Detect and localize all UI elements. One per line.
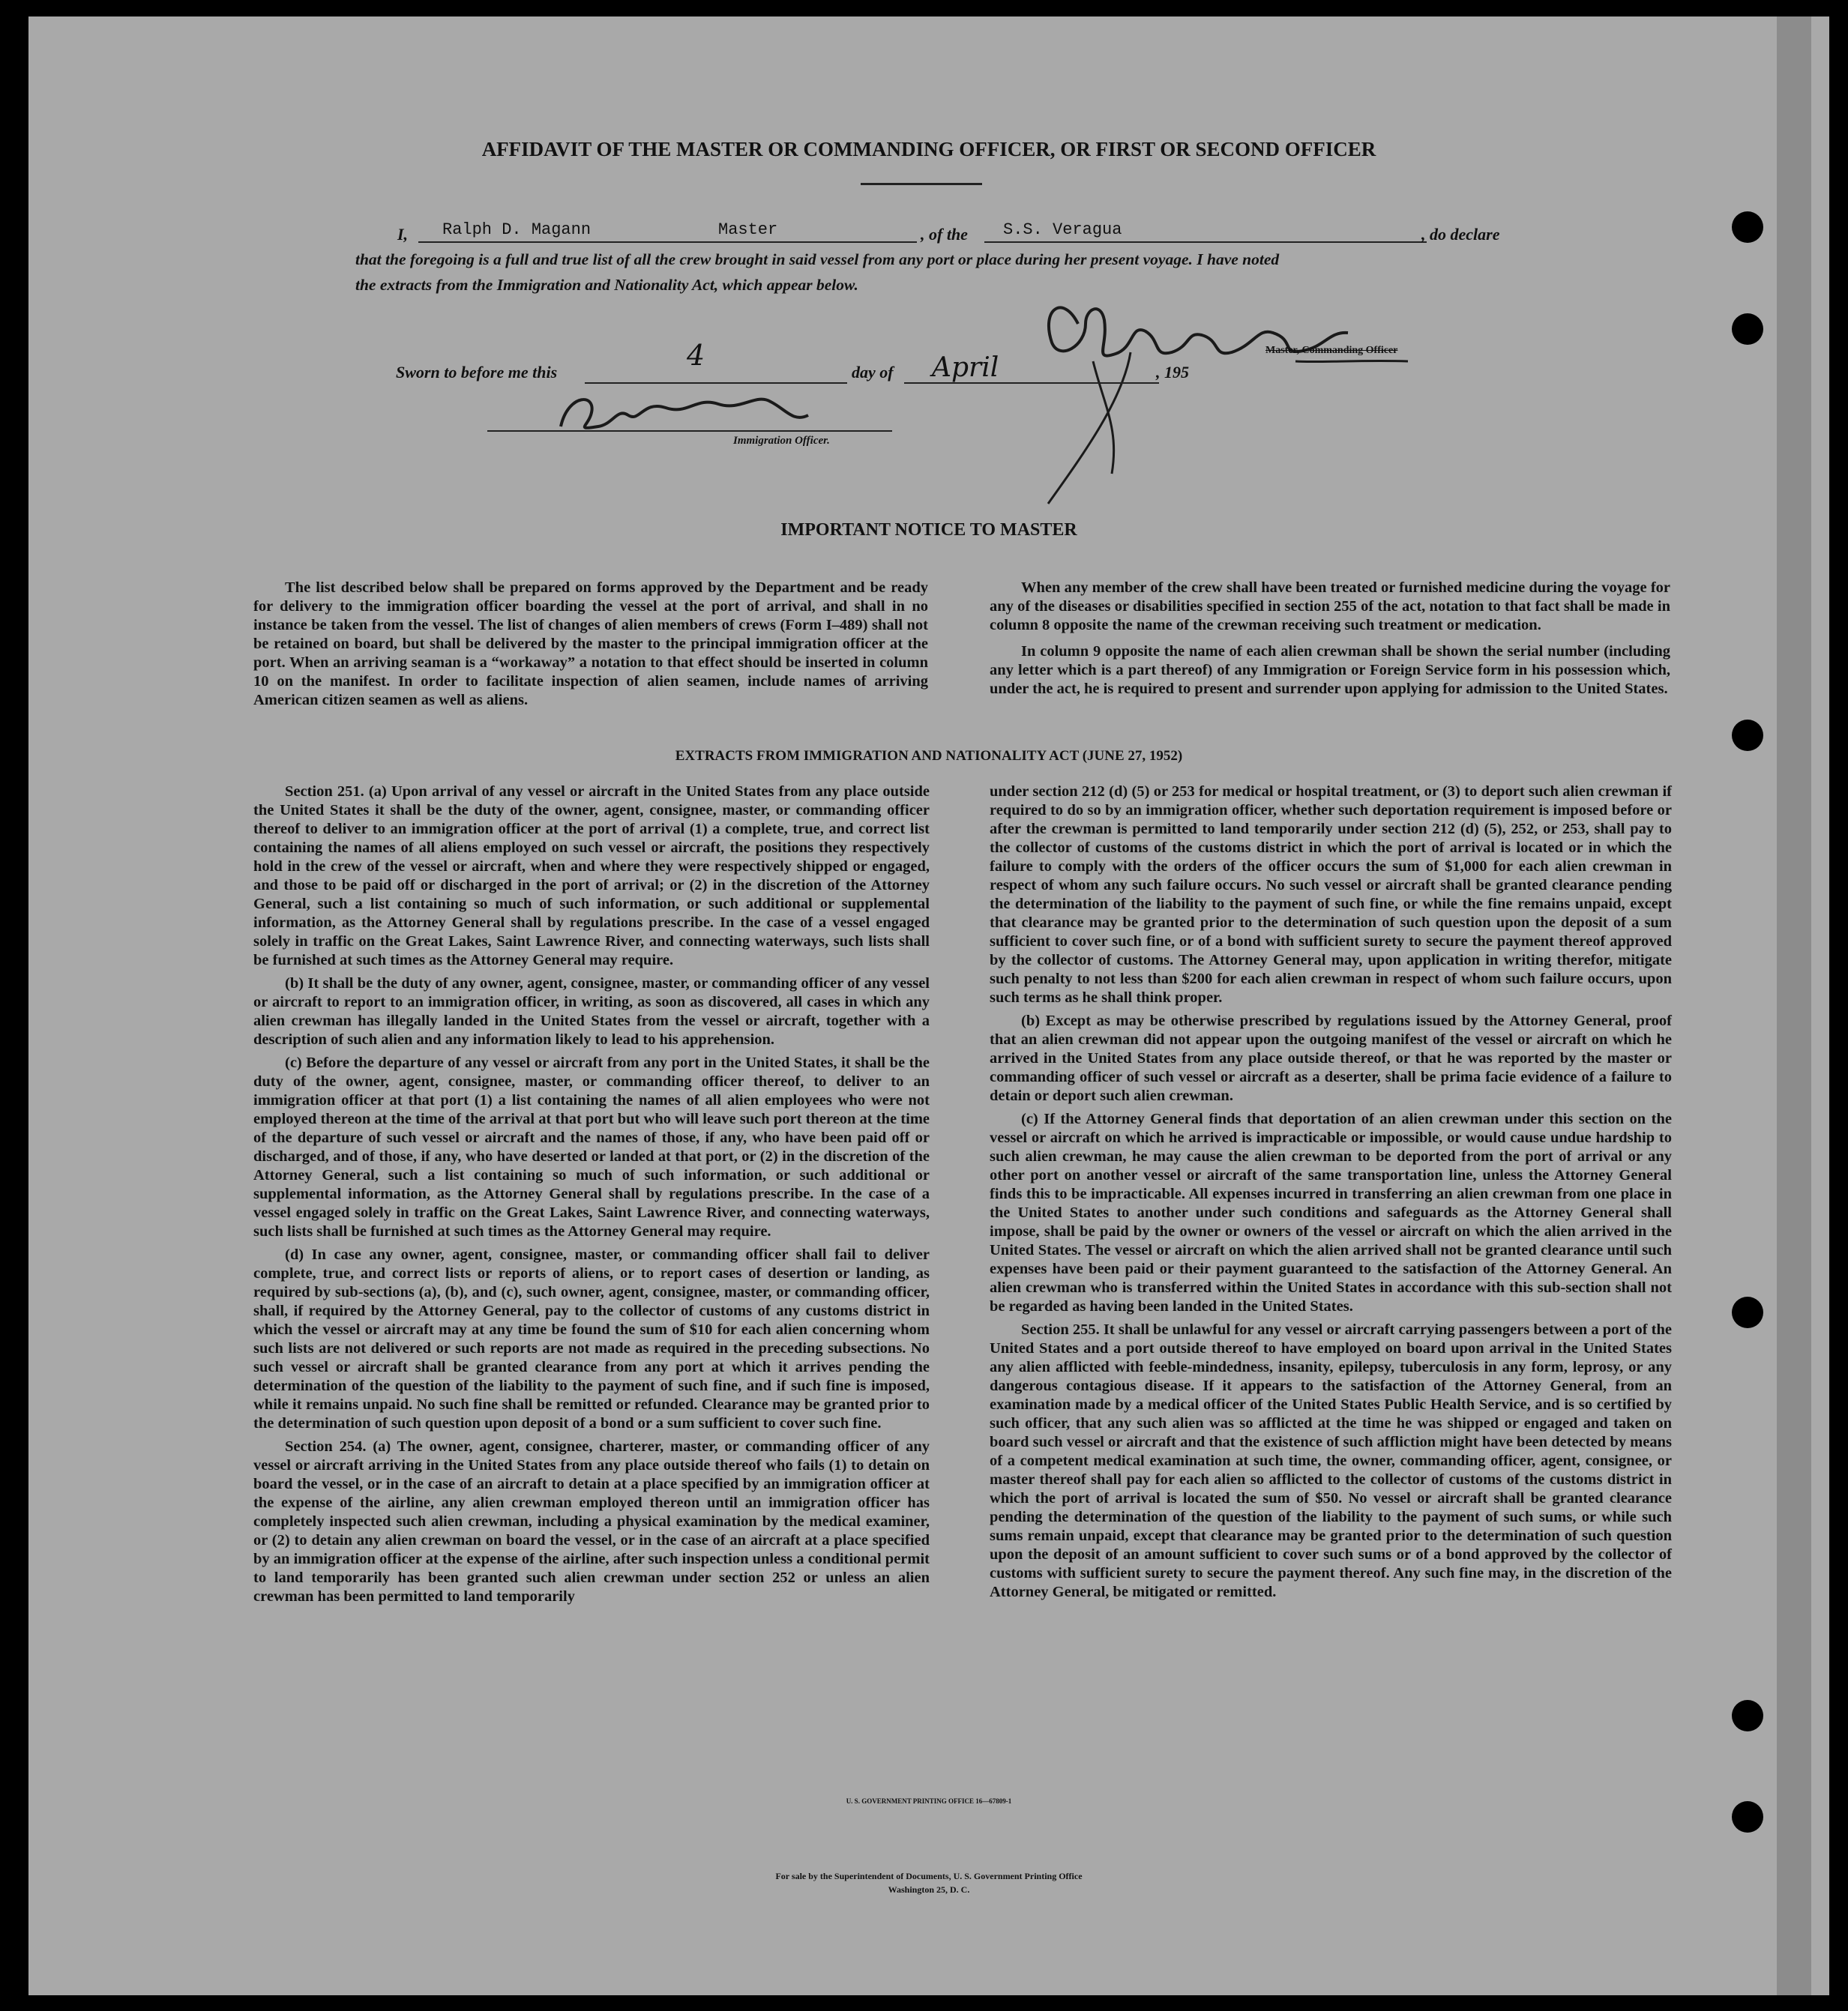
i-label: I, — [397, 225, 409, 244]
sworn-label: Sworn to before me this — [396, 363, 558, 382]
binder-hole-4 — [1732, 1297, 1763, 1328]
notice-right-paragraph-2: In column 9 opposite the name of each alien crewman shall be shown the serial number (including any letter which is a part thereof) of any Immigration or Foreign Service form in his possession which, under the act, he is required to present and surrender upon applying for admission to the United States. — [990, 643, 1670, 697]
vessel-line — [984, 241, 1427, 243]
declaration-line-1: that the foregoing is a full and true list of all the crew brought in said vessel from any port or place during her present voyage. I have noted — [355, 250, 1280, 268]
month-value: April — [932, 352, 999, 383]
name-line — [418, 241, 917, 243]
extracts-left-column — [253, 783, 930, 1611]
of-the-label: , of the — [921, 225, 968, 244]
section-254-a-cont: under section 212 (d) (5) or 253 for medical or hospital treatment, or (3) to deport such alien crewman if required to do so by an immigration officer, whether such deportation requirement is imposed before or after the crewman is permitted to land temporarily under section 212 (d) (5), 252, or 253, shall pay to the collector of customs of the customs district in which the port of arrival is located or in which the failure to comply with the orders of the officer occurs the sum of $1,000 for each alien crewman in respect of whom any such failure occurs. No such vessel or aircraft shall be granted clearance pending the determination of the liability to the payment of such fine, or while the fine remains unpaid, except that clearance may be granted prior to the determination of such question upon the deposit of a sum sufficient to cover such fine, or of a bond with sufficient surety to secure the payment thereof approved by the collector of customs. The Attorney General may, upon application in writing therefor, mitigate such penalty to not less than $200 for each alien crewman in respect of whom such failure occurs, upon such terms as he shall think proper. — [990, 783, 1672, 1006]
officer-line — [487, 430, 892, 432]
day-of-label: day of — [852, 363, 894, 382]
affidavit-page — [28, 16, 1829, 1995]
section-255: Section 255. It shall be unlawful for any vessel or aircraft carrying passengers between a port of the United States and a port outside thereof to have employed on board upon arrival in the United States any alien afflicted with feeble-mindedness, insanity, epilepsy, tuberculosis in any form, leprosy, or any dangerous contagious disease. If it appears to the satisfaction of the Attorney General, from an examination made by a medical officer of the United States Public Health Service, and is so certified by such officer, that any such alien was so afflicted at the time he was shipped or engaged and taken on board such vessel or aircraft and that the existence of such affliction might have been detected by means of a competent medical examination at such time, the owner, commanding officer, agent, consignee, or master thereof shall pay for each alien so afflicted to the collector of customs of the customs district in which the port of arrival is located the sum of $50. No vessel or aircraft shall be granted clearance pending the determination of the question of the liability to the payment of such sums, or while such sums remain unpaid, except that clearance may be granted prior to the determination of such question upon the deposit of an amount sufficient to cover such sums or of a bond approved by the collector of customs with sufficient surety to secure the payment thereof. Any such fine may, in the discretion of the Attorney General, be mitigated or remitted. — [990, 1321, 1672, 1600]
notice-left-paragraph: The list described below shall be prepared on forms approved by the Department and be ready for delivery to the immigration officer boarding the vessel at the port of arrival, and shall in no instance be taken from the vessel. The list of changes of alien members of crews (Form I–489) shall not be retained on board, but shall be delivered by the master to the principal immigration officer at the port. When an arriving seaman is a “workaway” a notation to that effect should be inserted in column 10 on the manifest. In order to facilitate inspection of alien seamen, include names of arriving American citizen seamen as well as aliens. — [253, 579, 928, 708]
sale-line-1: For sale by the Superintendent of Documents, U. S. Government Printing Office — [775, 1871, 1083, 1881]
year-label: , 195 — [1156, 363, 1189, 382]
sale-line-2: Washington 25, D. C. — [888, 1884, 970, 1895]
title-rule — [861, 183, 982, 185]
section-251-a: Section 251. (a) Upon arrival of any vessel or aircraft in the United States from any place outside the United States it shall be the duty of the owner, agent, consignee, master, or commanding officer thereof to deliver to an immigration officer at the port of arrival (1) a complete, true, and correct list containing the names of all aliens employed on such vessel or aircraft, the positions they respectively hold in the crew of the vessel or aircraft, when and where they were respectively shipped or engaged, and those to be paid off or discharged in the port of arrival; or (2) in the discretion of the Attorney General, such a list containing so much of such information, or such additional or supplemental information, as the Attorney General shall by regulations prescribe. In the case of a vessel engaged solely in traffic on the Great Lakes, Saint Lawrence River, and connecting waterways, such lists shall be furnished at such times as the Attorney General may require. — [253, 783, 930, 968]
binder-hole-6 — [1732, 1801, 1763, 1833]
binder-hole-2 — [1732, 313, 1763, 345]
day-value: 4 — [687, 339, 705, 372]
binder-hole-3 — [1732, 720, 1763, 751]
binder-hole-1 — [1732, 211, 1763, 243]
signature-caption: Master, Commanding Officer — [1265, 345, 1398, 356]
printing-office-line: U. S. GOVERNMENT PRINTING OFFICE 16—67809-1 — [846, 1797, 1012, 1805]
affidavit-title: AFFIDAVIT OF THE MASTER OR COMMANDING OFFICER, OR FIRST OR SECOND OFFICER — [481, 138, 1376, 160]
section-254-b: (b) Except as may be otherwise prescribed by regulations issued by the Attorney General, proof that an alien crewman did not appear upon the outgoing manifest of the vessel or aircraft on which he arrived in the United States from any place outside thereof, or that he was reported by the master or commanding officer of such vessel or aircraft as a deserter, shall be prima facie evidence of a failure to detain or deport such alien crewman. — [990, 1013, 1672, 1104]
declare-label: , do declare — [1421, 225, 1500, 244]
section-251-b: (b) It shall be the duty of any owner, agent, consignee, master, or commanding officer of any vessel or aircraft to report to an immigration officer, in writing, as soon as discovered, all cases in which any alien crewman has illegally landed in the United States from the vessel or aircraft, together with a description of such alien and any information likely to lead to his apprehension. — [253, 975, 930, 1048]
declaration-line-2: the extracts from the Immigration and Nationality Act, which appear below. — [355, 276, 858, 294]
notice-right-paragraph-1: When any member of the crew shall have been treated or furnished medicine during the voyage for any of the diseases or disabilities specified in section 255 of the act, notation to that fact shall be made in column 8 opposite the name of the crewman receiving such treatment or medication. — [990, 579, 1670, 633]
notice-title: IMPORTANT NOTICE TO MASTER — [780, 520, 1077, 540]
notice-left-column — [253, 579, 928, 714]
rank-field: Master — [718, 220, 778, 239]
master-signature — [973, 279, 1423, 526]
vessel-field: S.S. Veragua — [1003, 220, 1122, 239]
binder-hole-5 — [1732, 1700, 1763, 1731]
section-251-d: (d) In case any owner, agent, consignee, master, or commanding officer shall fail to deliver complete, true, and correct lists or reports of aliens, or to report cases of desertion or landing, as required by sub-sections (a), (b), and (c), such owner, agent, consignee, master, or commanding officer, shall, if required by the Attorney General, pay to the collector of customs of any customs district in which the vessel or aircraft may at any time be found the sum of $10 for each alien concerning whom such lists are not delivered or such reports are not made as required in the preceding subsections. No such vessel or aircraft shall be granted clearance from any port at which it arrives pending the determination of the question of the liability to the payment of such fine, and if such fine is imposed, while it remains unpaid. No such fine shall be remitted or refunded. Clearance may be granted prior to the determination of such question upon deposit of a bond or a sum sufficient to cover such fine. — [253, 1246, 930, 1432]
immigration-officer-label: Immigration Officer. — [733, 435, 830, 447]
day-line — [585, 382, 847, 384]
section-254-c: (c) If the Attorney General finds that deportation of an alien crewman under this section on the vessel or aircraft on which he arrived is impracticable or impossible, or would cause undue hardship to such alien crewman, he may cause the alien crewman to be deported from the port of arrival or any other port on another vessel or aircraft of the same transportation line, unless the Attorney General finds this to be impracticable. All expenses incurred in transferring an alien crewman from one place in the United States to another under such conditions and safeguards as the Attorney General shall impose, shall be paid by the owner or owners of the vessel or aircraft on which the alien arrived in the United States. The vessel or aircraft on which the alien arrived shall not be granted clearance until such expenses have been paid or their payment guaranteed to the satisfaction of the Attorney General. An alien crewman who is transferred within the United States in accordance with this sub-section shall not be regarded as having been landed in the United States. — [990, 1111, 1672, 1315]
extracts-right-column — [990, 783, 1672, 1606]
section-254-a: Section 254. (a) The owner, agent, consignee, charterer, master, or commanding officer of any vessel or aircraft arriving in the United States from any place outside thereof who fails (1) to detain on board the vessel, or in the case of an aircraft to detain at a place specified by an immigration officer at the expense of the airline, any alien crewman employed thereon until an immigration officer has completely inspected such alien crewman, including a physical examination by the medical examiner, or (2) to detain any alien crewman on board the vessel, or in the case of an aircraft at a place specified by an immigration officer at the expense of the airline, after such inspection unless a conditional permit to land temporarily has been granted such alien crewman under section 252 or unless an alien crewman has been permitted to land temporarily — [253, 1438, 930, 1605]
notice-right-column — [990, 579, 1670, 703]
section-251-c: (c) Before the departure of any vessel or aircraft from any port in the United States, it shall be the duty of the owner, agent, consignee, master, or commanding officer thereof, to deliver to an immigration officer at that port (1) a list containing the names of all alien employees who were not employed thereon at the time of the arrival at that port but who will leave such port thereon at the time of the departure of such vessel or aircraft and the names of those, if any, who have been paid off or discharged, and of those, if any, who have deserted or landed at that port, or (2) in the discretion of the Attorney General, such a list containing so much of such information, or such additional or supplemental information, as the Attorney General shall by regulations prescribe. In the case of a vessel engaged solely in traffic on the Great Lakes, Saint Lawrence River, and connecting waterways, such lists shall be furnished at such times as the Attorney General may require. — [253, 1055, 930, 1240]
master-name-field: Ralph D. Magann — [442, 220, 592, 239]
page-edge-strip — [1777, 16, 1811, 1995]
extracts-title: EXTRACTS FROM IMMIGRATION AND NATIONALITY ACT (JUNE 27, 1952) — [675, 748, 1183, 764]
